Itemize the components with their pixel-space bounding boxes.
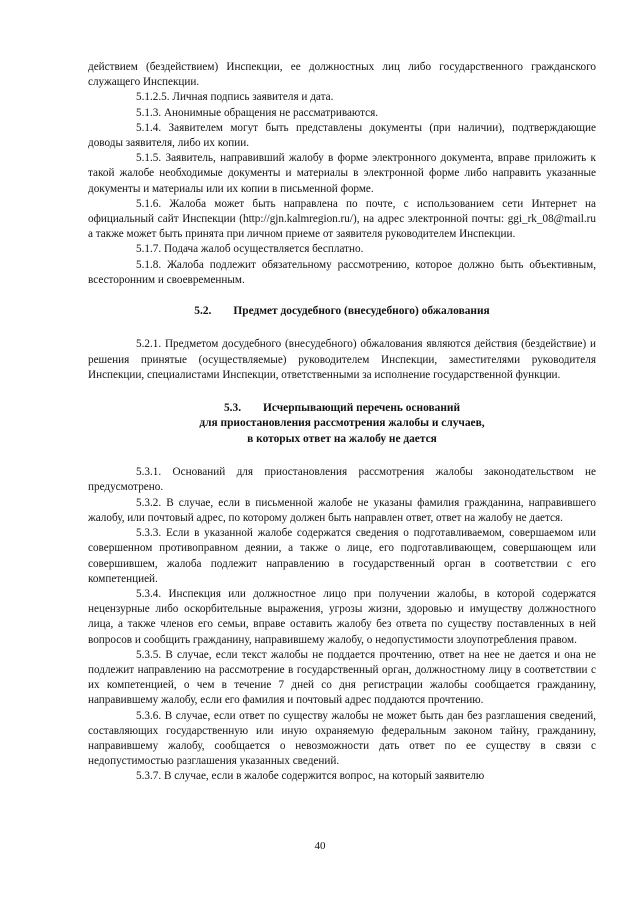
section-title-line2: для приостановления рассмотрения жалобы и случаев, — [199, 417, 485, 430]
paragraph-5-1-6: 5.1.6. Жалоба может быть направлена по почте, с использованием сети Интернет на официальный сайт Инспекции (http://gjn.kalmregion.ru/), на адрес электронной почты: ggi_rk_08@mail.ru а также может быть принята при личном приеме от заявителя руководителем Инспекции. — [88, 197, 596, 241]
section-title-line3: в которых ответ на жалобу не дается — [247, 432, 437, 445]
section-title-line1: Исчерпывающий перечень оснований — [263, 402, 461, 415]
paragraph-5-3-3: 5.3.3. Если в указанной жалобе содержатся сведения о подготавливаемом, совершаемом или совершенном противоправном деянии, а также о лице, его подготавливающем, совершающем или совершившем, жалоба подлежит направлению в государственный орган в соответствии с его компетенцией. — [88, 527, 596, 585]
paragraph-5-3-2: 5.3.2. В случае, если в письменной жалобе не указаны фамилия гражданина, направившего жалобу, или почтовый адрес, по которому должен быть направлен ответ, ответ на жалобу не дается. — [88, 496, 596, 524]
paragraph-5-2-1: 5.2.1. Предметом досудебного (внесудебного) обжалования являются действия (бездействие) и решения принятые (осуществляемые) руководителем Инспекции, заместителями руководителя Инспекции, специалистами Инспекции, ответственными за исполнение государственной функции. — [88, 338, 596, 381]
paragraph-5-3-6: 5.3.6. В случае, если ответ по существу жалобы не может быть дан без разглашения сведений, составляющих государственную или иную охраняемую федеральным законом тайну, гражданину, направившему жалобу, сообщается о невозможности дать ответ по ее существу в связи с недопустимостью разглашения указанных сведений. — [88, 709, 596, 768]
paragraph-5-1-4: 5.1.4. Заявителем могут быть представлены документы (при наличии), подтверждающие доводы заявителя, либо их копии. — [88, 121, 596, 150]
paragraph-5-3-7: 5.3.7. В случае, если в жалобе содержится вопрос, на который заявителю — [136, 770, 485, 783]
section-title: Предмет досудебного (внесудебного) обжалования — [233, 305, 490, 318]
paragraph-5-3-4: 5.3.4. Инспекция или должностное лицо при получении жалобы, в которой содержатся нецензурные либо оскорбительные выражения, угрозы жизни, здоровью и имуществу должностного лица, а также членов его семьи, вправе оставить жалобу без ответа по существу поставленных в ней вопросов и сообщить гражданину, направившему жалобу, о недопустимости злоупотребления правом. — [88, 587, 596, 646]
paragraph-5-1-8: 5.1.8. Жалоба подлежит обязательному рассмотрению, которое должно быть объективным, всесторонним и своевременным. — [88, 258, 596, 286]
paragraph-5-1-2-5: 5.1.2.5. Личная подпись заявителя и дата. — [136, 91, 334, 104]
section-number: 5.2. — [194, 305, 212, 318]
paragraph-5-3-5: 5.3.5. В случае, если текст жалобы не поддается прочтению, ответ на нее не дается и она не подлежит направлению на рассмотрение в государственный орган, должностному лицу в соответствии с их компетенцией, о чем в течение 7 дней со дня регистрации жалобы сообщается гражданину, направившему жалобу, если его фамилия и почтовый адрес поддаются прочтению. — [88, 648, 596, 707]
page-content — [88, 60, 596, 785]
paragraph-5-3-1: 5.3.1. Оснований для приостановления рассмотрения жалобы законодательством не предусмотрено. — [88, 466, 596, 494]
section-heading-5-2 — [88, 304, 596, 319]
paragraph-5-1-5: 5.1.5. Заявитель, направивший жалобу в форме электронного документа, вправе приложить к такой жалобе необходимые документы и материалы в электронной форме либо направить указанные документы и материалы или их копии в письменной форме. — [88, 152, 596, 195]
section-number: 5.3. — [223, 402, 242, 415]
section-heading-5-3 — [88, 401, 596, 416]
paragraph-continuation: действием (бездействием) Инспекции, ее должностных лиц либо государственного гражданского служащего Инспекции. — [88, 61, 596, 89]
page-number: 40 — [314, 840, 326, 852]
paragraph-5-1-7: 5.1.7. Подача жалоб осуществляется бесплатно. — [136, 243, 364, 256]
paragraph-5-1-3: 5.1.3. Анонимные обращения не рассматриваются. — [136, 106, 379, 119]
